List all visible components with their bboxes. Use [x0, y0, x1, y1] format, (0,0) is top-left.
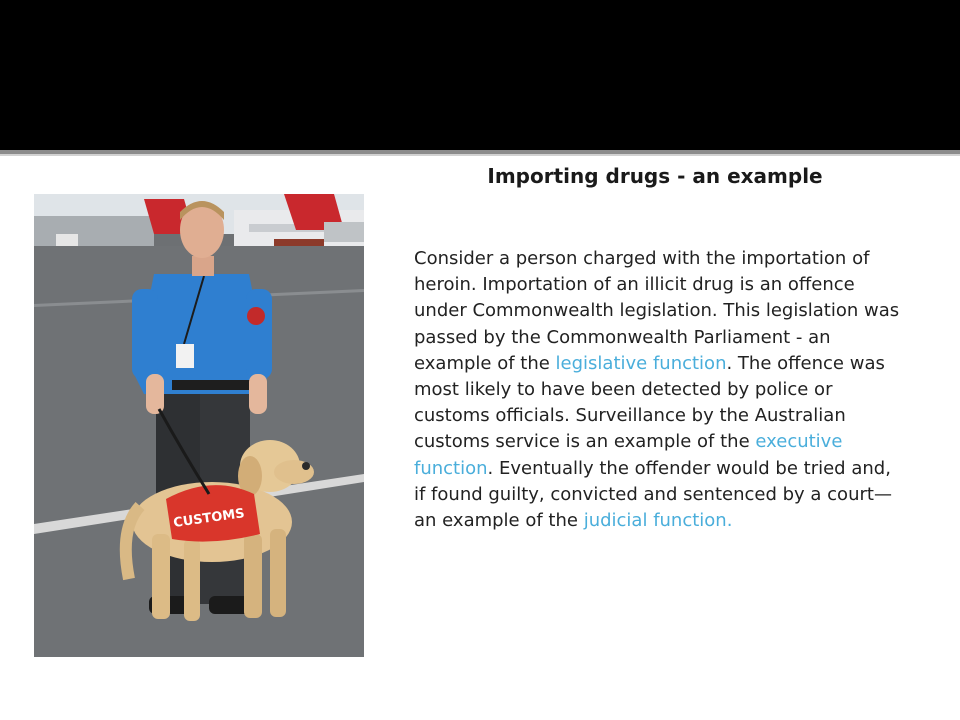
body-segment: . Eventually the offender would be tried and, if found guilty, convicted and sentenced by a court—an example of the: [414, 457, 892, 532]
highlight-legislative-function: legislative function: [555, 352, 727, 374]
body-segment: . The offence was most likely to have been detected by police or customs officials. Surveillance by the Australian customs service is an example of the: [414, 352, 885, 453]
slide-title: Importing drugs - an example: [487, 164, 823, 188]
vest-label: CUSTOMS: [172, 506, 246, 531]
divider-line-light: [0, 154, 960, 156]
customs-officer-dog-photo: [34, 194, 364, 657]
highlight-executive-function: executive function: [414, 431, 843, 479]
top-black-band: [0, 0, 960, 150]
body-segment: Consider a person charged with the importation of heroin. Importation of an illicit drug is an offence under Commonwealth legislation. This legislation was passed by the Commonwealth Parliament - an example of the: [414, 248, 900, 374]
body-text: [414, 246, 900, 534]
highlight-judicial-function: judicial function.: [583, 510, 733, 532]
